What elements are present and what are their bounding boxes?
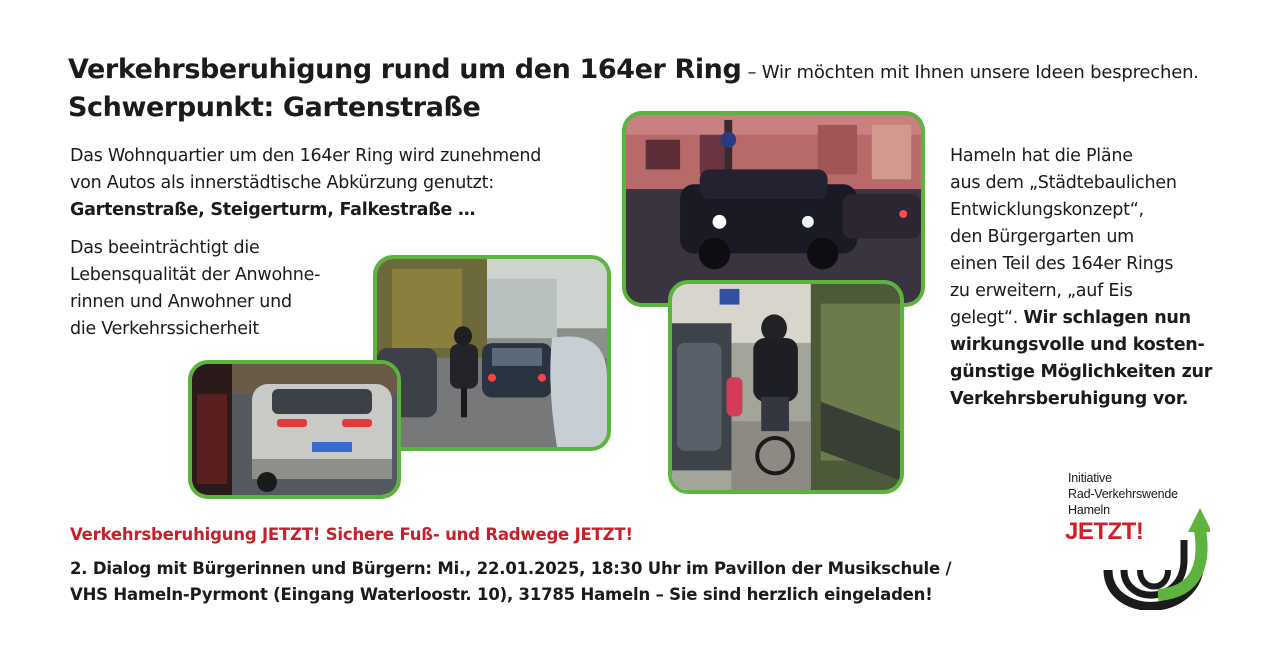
logo-line: Rad-Verkehrswende: [1068, 487, 1178, 501]
u-turn-arrow-icon: [1100, 500, 1210, 610]
photo-night-suv: [622, 111, 925, 307]
plans-line: einen Teil des 164er Rings: [950, 254, 1174, 274]
plans-line: günstige Möglichkeiten zur: [950, 362, 1213, 382]
logo-line: Initiative: [1068, 471, 1112, 485]
title-main: Verkehrsberuhigung rund um den 164er Ring: [68, 54, 742, 85]
title-suffix: – Wir möchten mit Ihnen unsere Ideen besprechen.: [747, 62, 1199, 83]
page-title: [68, 54, 1199, 85]
event-info: [70, 556, 1030, 608]
page-subtitle: Schwerpunkt: Gartenstraße: [68, 92, 481, 123]
photo-cyclist-sidewalk: [668, 280, 904, 494]
slogan: Verkehrsberuhigung JETZT! Sichere Fuß- und Radwege JETZT!: [70, 525, 633, 544]
intro-streets: Gartenstraße, Steigerturm, Falkestraße …: [70, 200, 476, 220]
intro-line: Das Wohnquartier um den 164er Ring wird zunehmend: [70, 146, 542, 166]
impact-line: rinnen und Anwohner und: [70, 292, 292, 312]
photo-cars-dusk: [188, 360, 401, 499]
plans-line: Hameln hat die Pläne: [950, 146, 1133, 166]
plans-line: gelegt“. Wir schlagen nun: [950, 308, 1191, 328]
logo-jetzt: JETZT!: [1065, 518, 1144, 545]
intro-line: von Autos als innerstädtische Abkürzung genutzt:: [70, 173, 494, 193]
plans-paragraph: [950, 143, 1250, 413]
impact-line: die Verkehrssicherheit: [70, 319, 259, 339]
event-line: VHS Hameln-Pyrmont (Eingang Waterloostr. 10), 31785 Hameln – Sie sind herzlich eingeladen!: [70, 585, 933, 604]
initiative-logo: [1062, 470, 1212, 610]
plans-line: Verkehrsberuhigung vor.: [950, 389, 1189, 409]
impact-line: Lebensqualität der Anwohne-: [70, 265, 321, 285]
impact-paragraph: [70, 235, 370, 343]
impact-line: Das beeinträchtigt die: [70, 238, 260, 258]
plans-line: zu erweitern, „auf Eis: [950, 281, 1133, 301]
plans-line: den Bürgergarten um: [950, 227, 1134, 247]
plans-line: wirkungsvolle und kosten-: [950, 335, 1205, 355]
logo-line: Hameln: [1068, 503, 1110, 517]
photo-cyclist-street: [373, 255, 611, 451]
intro-paragraph: [70, 143, 630, 224]
plans-line: Entwicklungskonzept“,: [950, 200, 1144, 220]
event-line: 2. Dialog mit Bürgerinnen und Bürgern: Mi., 22.01.2025, 18:30 Uhr im Pavillon der Musikschule /: [70, 559, 952, 578]
plans-line: aus dem „Städtebaulichen: [950, 173, 1177, 193]
